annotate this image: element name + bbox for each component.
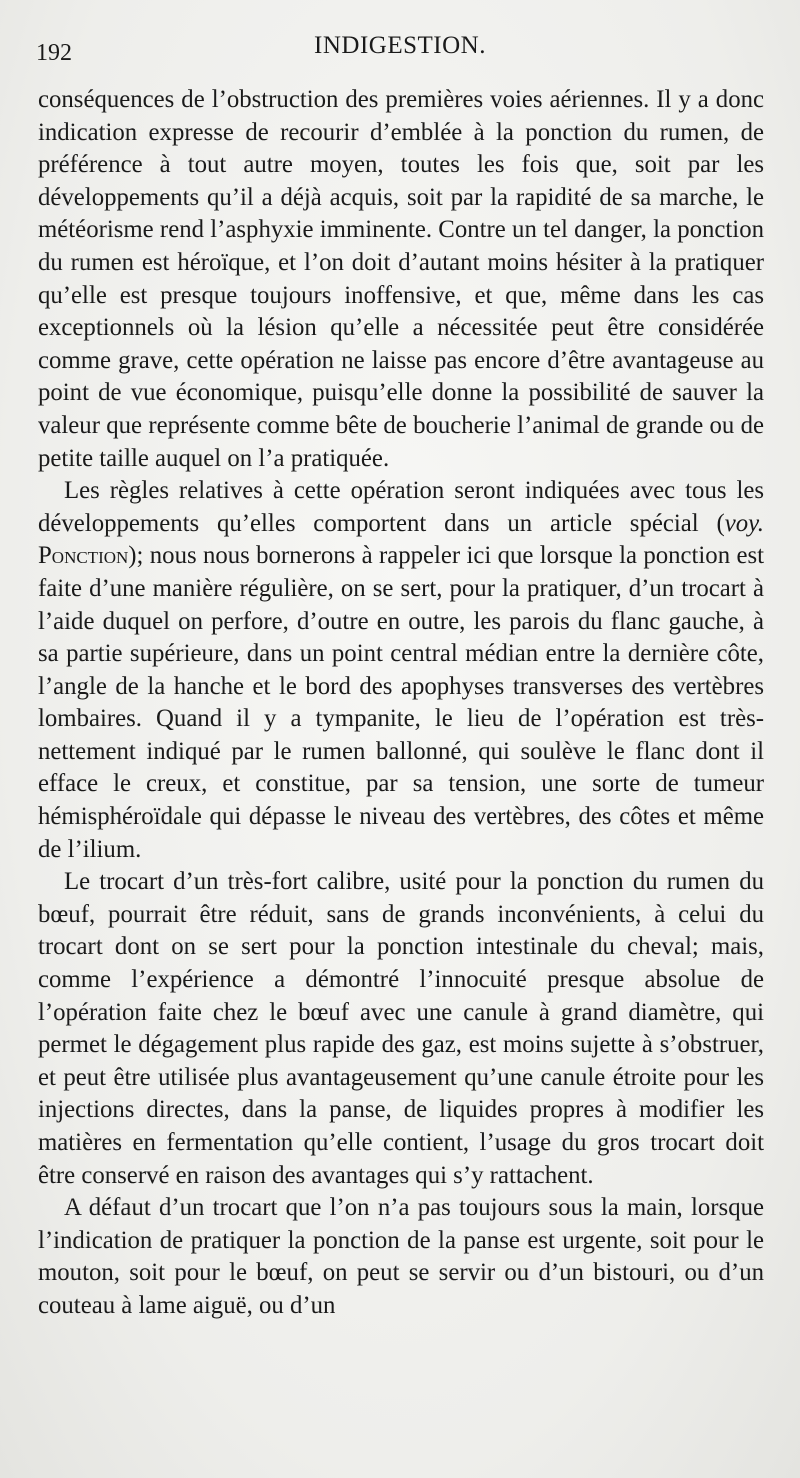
paragraph-2-before: Les règles relatives à cette opération seront indiquées avec tous les développements qu’elles comportent dans un article spécial ( xyxy=(38,477,764,537)
cross-reference-voy: voy. xyxy=(724,509,764,537)
body-text xyxy=(38,84,764,1323)
paragraph-2-after: ); nous nous bornerons à rappeler ici que lorsque la ponction est faite d’une manière régulière, on se sert, pour la pratiquer, d’un trocart à l’aide duquel on perfore, d’outre en outre, les parois du flanc gauche, à sa partie supérieure, dans un point central médian entre la dernière côte, l’angle de la hanche et le bord des apophyses transverses des vertèbres lombaires. Quand il y a tympanite, le lieu de l’opération est très-nettement indiqué par le rumen ballonné, qui soulève le flanc dont il efface le creux, et constitue, par sa tension, une sorte de tumeur hémisphéroïdale qui dépasse le niveau des vertèbres, des côtes et même de l’ilium. xyxy=(38,542,764,863)
page-header xyxy=(36,32,764,72)
paragraph-3: Le trocart d’un très-fort calibre, usité pour la ponction du rumen du bœuf, pourrait être réduit, sans de grands inconvénients, à celui du trocart dont on se sert pour la ponction intestinale du cheval; mais, comme l’expérience a démontré l’innocuité presque absolue de l’opération faite chez le bœuf avec une canule à grand diamètre, qui permet le dégagement plus rapide des gaz, est moins sujette à s’obstruer, et peut être utilisée plus avantageusement qu’une canule étroite pour les injections directes, dans la panse, de liquides propres à modifier les matières en fermentation qu’elle contient, l’usage du gros trocart doit être conservé en raison des avantages qui s’y rattachent. xyxy=(38,868,764,1189)
cross-reference-ponction: Ponction xyxy=(38,542,129,570)
paragraph-4: A défaut d’un trocart que l’on n’a pas toujours sous la main, lorsque l’indication de pratiquer la ponction de la panse est urgente, soit pour le mouton, soit pour le bœuf, on peut se servir ou d’un bistouri, ou d’un couteau à lame aiguë, ou d’un xyxy=(38,1194,764,1319)
paragraph-1: conséquences de l’obstruction des premières voies aériennes. Il y a donc indication expresse de recourir d’emblée à la ponction du rumen, de préférence à tout autre moyen, toutes les fois que, soit par les développements qu’il a déjà acquis, soit par la rapidité de sa marche, le météorisme rend l’asphyxie imminente. Contre un tel danger, la ponction du rumen est héroïque, et l’on doit d’autant moins hésiter à la pratiquer qu’elle est presque toujours inoffensive, et que, même dans les cas exceptionnels où la lésion qu’elle a nécessitée peut être considérée comme grave, cette opération ne laisse pas encore d’être avantageuse au point de vue économique, puisqu’elle donne la possibilité de sauver la valeur que représente comme bête de boucherie l’animal de grande ou de petite taille auquel on l’a pratiquée. xyxy=(38,86,764,472)
running-head: INDIGESTION. xyxy=(314,32,486,59)
page-number: 192 xyxy=(36,40,72,66)
paragraph-2 xyxy=(38,475,764,866)
